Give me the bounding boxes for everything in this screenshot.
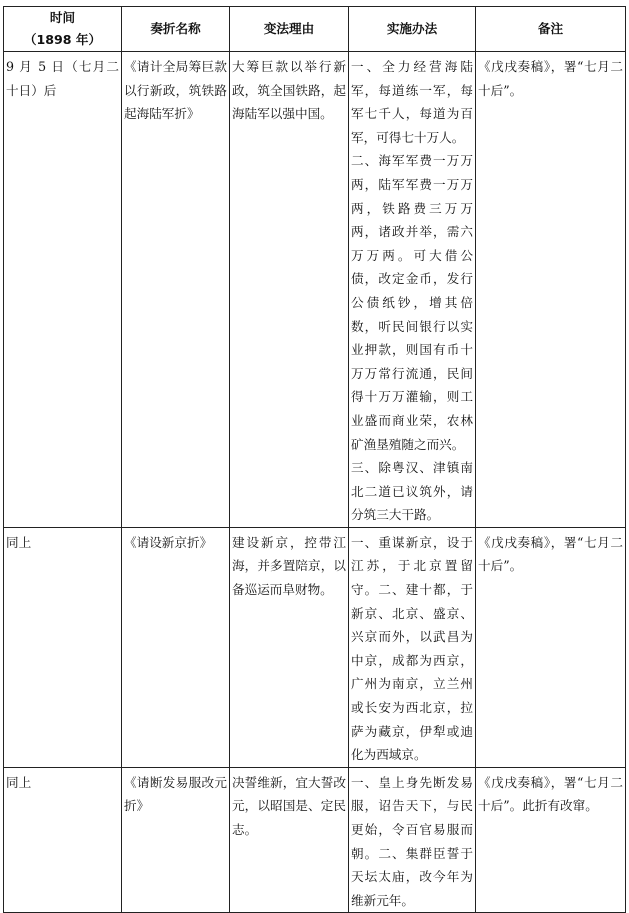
cell-measures xyxy=(349,52,476,528)
measure-item: 一、重谋新京，设于江苏，于北京置留守。二、建十都，于新京、北京、盛京、兴京而外，以武昌为中京，成都为西京，广州为南京，立兰州或长安为西北京，拉萨为藏京，伊犁或迪化为西域京。 xyxy=(351,534,473,763)
cell-reason: 决誓维新，宜大誓改元，以昭国是、定民志。 xyxy=(230,767,349,913)
cell-measures xyxy=(349,767,476,913)
cell-notes: 《戊戌奏稿》，署“七月二十后”。 xyxy=(476,527,626,767)
measure-item: 二、海军军费一万万两，陆军军费一万万两，铁路费三万万两，诸政并举，需六万万两。可大借公债，改定金币，发行公债纸钞，增其倍数，听民间银行以实业押款，则国有币十万万常行流通，民间得十万万灌输，则工业盛而商业荣，农林矿渔垦殖随之而兴。 xyxy=(351,153,473,452)
cell-time: 同上 xyxy=(4,527,122,767)
header-notes: 备注 xyxy=(476,7,626,52)
measure-item: 一、全力经营海陆军，每道练一军，每军七千人，每道为百军，可得七十万人。 xyxy=(351,59,473,145)
header-time-year: （1898 年） xyxy=(23,32,102,47)
measure-item: 三、除粤汉、津镇南北二道已议筑外，请分筑三大干路。 xyxy=(351,460,473,523)
reform-memorials-table xyxy=(3,6,626,913)
measure-item: 一、皇上身先断发易服，诏告天下，与民更始，令百官易服而朝。二、集群臣誓于天坛太庙，改今年为维新元年。 xyxy=(351,774,473,908)
cell-memorial: 《请设新京折》 xyxy=(122,527,230,767)
header-memorial: 奏折名称 xyxy=(122,7,230,52)
header-measures: 实施办法 xyxy=(349,7,476,52)
cell-memorial: 《请断发易服改元折》 xyxy=(122,767,230,913)
table-row xyxy=(4,527,626,767)
cell-measures xyxy=(349,527,476,767)
cell-reason: 大筹巨款以举行新政，筑全国铁路，起海陆军以强中国。 xyxy=(230,52,349,528)
cell-time: 同上 xyxy=(4,767,122,913)
header-reason: 变法理由 xyxy=(230,7,349,52)
cell-reason: 建设新京，控带江海，并多置陪京，以备巡运而阜财物。 xyxy=(230,527,349,767)
table-row xyxy=(4,52,626,528)
table-header-row xyxy=(4,7,626,52)
cell-time: 9 月 5 日（七月二十日）后 xyxy=(4,52,122,528)
cell-notes: 《戊戌奏稿》，署“七月二十后”。 xyxy=(476,52,626,528)
table-row xyxy=(4,767,626,913)
cell-memorial: 《请计全局筹巨款以行新政，筑铁路起海陆军折》 xyxy=(122,52,230,528)
header-time-label: 时间 xyxy=(49,10,76,25)
header-time xyxy=(4,7,122,52)
cell-notes: 《戊戌奏稿》，署“七月二十后”。此折有改窜。 xyxy=(476,767,626,913)
